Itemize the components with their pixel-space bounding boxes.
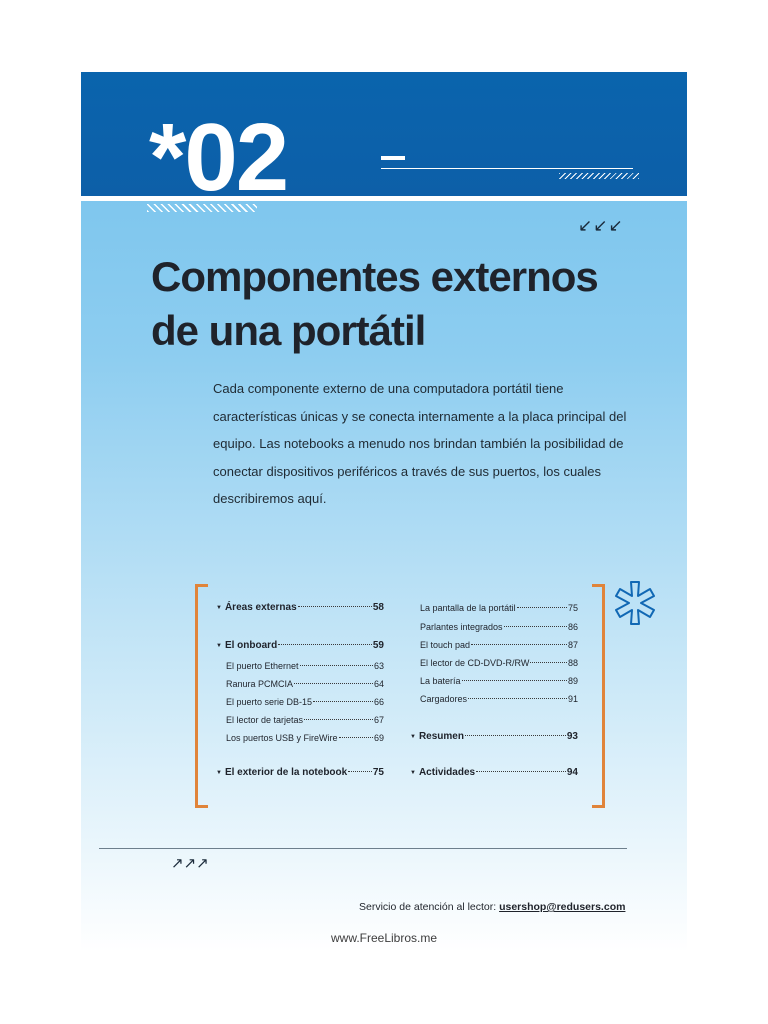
service-email-link[interactable]: usershop@redusers.com [499,901,626,913]
toc-entry[interactable] [216,602,384,618]
toc-entry[interactable] [226,661,384,677]
toc-entry-label: Los puertos USB y FireWire [226,733,338,743]
toc-entry-page: 87 [567,640,578,650]
toc-leader-dots [471,644,567,645]
triangle-down-icon: ▼ [216,770,222,776]
chapter-title [151,250,671,358]
toc-leader-dots [298,606,372,607]
toc-bracket-left [195,584,208,808]
toc-entry-page: 88 [567,658,578,668]
toc-entry-label: Resumen [418,731,464,742]
arrows-down-left-icon: ↙↙↙ [578,216,624,235]
toc-entry[interactable] [226,733,384,749]
chapter-title-line-1: Componentes externos [151,253,598,300]
toc-leader-dots [339,737,373,738]
toc-entry-label: El touch pad [420,640,471,650]
triangle-down-icon: ▼ [410,734,416,740]
toc-entry-label: El exterior de la notebook [224,767,348,778]
toc-entry-page: 86 [567,622,578,632]
toc-entry-label: El puerto Ethernet [226,661,299,671]
chapter-title-line-2: de una portátil [151,307,426,354]
toc-entry-page: 63 [373,661,384,671]
toc-entry-label: El puerto serie DB-15 [226,697,313,707]
toc-entry-page: 75 [567,603,578,613]
toc-entry-page: 64 [373,679,384,689]
toc-entry-page: 75 [372,767,384,778]
toc-leader-dots [476,771,566,772]
toc-entry-label: El lector de tarjetas [226,715,304,725]
asterisk-icon [610,578,660,628]
toc-entry-label: La pantalla de la portátil [420,603,516,613]
toc-entry-page: 91 [567,694,578,704]
chapter-intro: Cada componente externo de una computadora portátil tiene características únicas y se conecta internamente a la placa principal del equipo. Las notebooks a menudo nos brindan también la posibilidad de conectar dispositivos periféricos a través de sus puertos, los cuales describiremos aquí. [213,381,627,506]
toc-entry-page: 94 [566,767,578,778]
toc-leader-dots [294,683,373,684]
toc-entry[interactable] [410,731,578,747]
arrows-up-right-icon: ↗↗↗ [171,855,209,872]
footer-rule [99,848,627,849]
toc-entry-page: 89 [567,676,578,686]
triangle-down-icon: ▼ [216,605,222,611]
toc-entry-page: 69 [373,733,384,743]
toc-entry[interactable] [420,658,578,674]
toc-leader-dots [504,626,567,627]
reader-service-label: Servicio de atención al lector: [359,901,500,913]
toc-entry[interactable] [420,640,578,656]
header-stripes-left [147,204,257,212]
chapter-page [81,72,687,952]
toc-entry-page: 67 [373,715,384,725]
header-divider [81,196,687,201]
triangle-down-icon: ▼ [410,770,416,776]
toc-leader-dots [517,607,567,608]
toc-entry[interactable] [226,715,384,731]
toc-leader-dots [468,698,567,699]
toc-entry[interactable] [216,767,384,783]
triangle-down-icon: ▼ [216,643,222,649]
toc-entry[interactable] [420,676,578,692]
toc-leader-dots [462,680,567,681]
website-footer[interactable]: www.FreeLibros.me [330,931,438,945]
toc-entry[interactable] [410,767,578,783]
toc-entry[interactable] [226,679,384,695]
toc-leader-dots [300,665,373,666]
reader-service [359,901,625,913]
toc-entry-page: 58 [372,602,384,613]
toc-entry-label: Áreas externas [224,602,297,613]
toc-entry[interactable] [226,697,384,713]
toc-entry-page: 93 [566,731,578,742]
toc-entry[interactable] [420,694,578,710]
toc-leader-dots [278,644,372,645]
toc-entry[interactable] [420,603,578,619]
toc-entry-page: 59 [372,640,384,651]
toc-entry-label: El onboard [224,640,278,651]
toc-entry-label: La batería [420,676,461,686]
header-dash [381,156,405,160]
header-rule [381,168,633,169]
toc-leader-dots [304,719,373,720]
header-stripes-right [559,173,639,179]
toc-leader-dots [348,771,372,772]
toc-entry[interactable] [420,622,578,638]
toc-entry-label: El lector de CD-DVD-R/RW [420,658,530,668]
toc-leader-dots [530,662,567,663]
toc-entry-label: Actividades [418,767,476,778]
toc-entry-label: Ranura PCMCIA [226,679,294,689]
toc-entry-label: Parlantes integrados [420,622,503,632]
chapter-number: *02 [149,110,288,196]
toc-entry-label: Cargadores [420,694,468,704]
toc-leader-dots [465,735,566,736]
toc-entry[interactable] [216,640,384,656]
toc-leader-dots [313,701,373,702]
toc-entry-page: 66 [373,697,384,707]
toc-bracket-right [592,584,605,808]
